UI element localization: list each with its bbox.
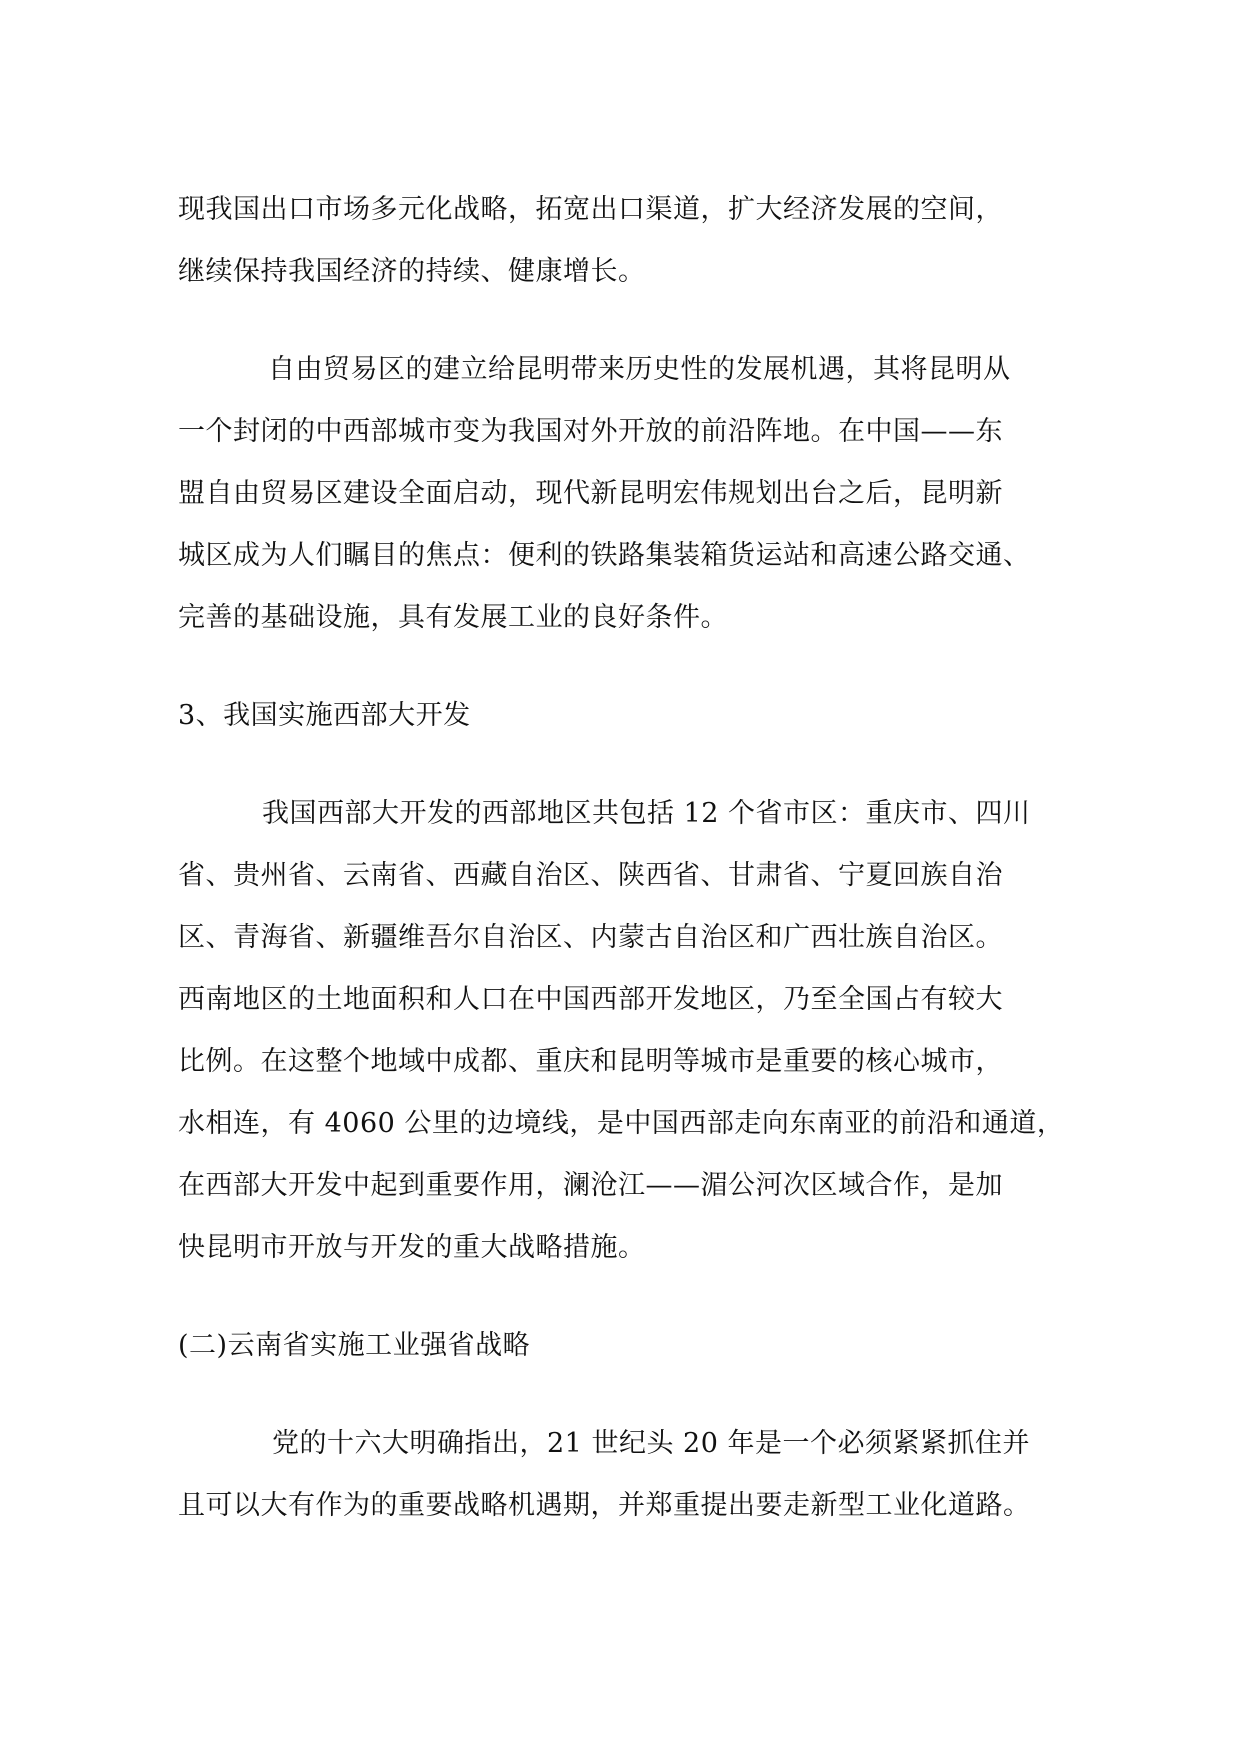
paragraph-line: 盟自由贸易区建设全面启动，现代新昆明宏伟规划出台之后，昆明新: [178, 478, 1003, 509]
paragraph-line: 西南地区的土地面积和人口在中国西部开发地区，乃至全国占有较大: [178, 984, 1003, 1015]
paragraph-line: 我国西部大开发的西部地区共包括 12 个省市区：重庆市、四川: [262, 798, 1031, 829]
paragraph-line: 且可以大有作为的重要战略机遇期，并郑重提出要走新型工业化道路。: [178, 1490, 1031, 1521]
paragraph-line: 一个封闭的中西部城市变为我国对外开放的前沿阵地。在中国——东: [178, 416, 1003, 447]
paragraph-line: 自由贸易区的建立给昆明带来历史性的发展机遇，其将昆明从: [268, 354, 1011, 385]
paragraph-line: 比例。在这整个地域中成都、重庆和昆明等城市是重要的核心城市，: [178, 1046, 1003, 1077]
paragraph-line: 水相连，有 4060 公里的边境线，是中国西部走向东南亚的前沿和通道，: [178, 1108, 1065, 1139]
section-heading: (二)云南省实施工业强省战略: [178, 1330, 531, 1361]
paragraph-line: 现我国出口市场多元化战略，拓宽出口渠道，扩大经济发展的空间，: [178, 194, 1003, 225]
paragraph-line: 省、贵州省、云南省、西藏自治区、陕西省、甘肃省、宁夏回族自治: [178, 860, 1003, 891]
paragraph-line: 城区成为人们瞩目的焦点：便利的铁路集装箱货运站和高速公路交通、: [178, 540, 1031, 571]
paragraph-line: 区、青海省、新疆维吾尔自治区、内蒙古自治区和广西壮族自治区。: [178, 922, 1003, 953]
paragraph-line: 在西部大开发中起到重要作用，澜沧江——湄公河次区域合作，是加: [178, 1170, 1003, 1201]
paragraph-line: 完善的基础设施，具有发展工业的良好条件。: [178, 602, 728, 633]
paragraph-line: 快昆明市开放与开发的重大战略措施。: [178, 1232, 646, 1263]
paragraph-line: 继续保持我国经济的持续、健康增长。: [178, 256, 646, 287]
section-heading: 3、我国实施西部大开发: [178, 700, 471, 731]
paragraph-line: 党的十六大明确指出，21 世纪头 20 年是一个必须紧紧抓住并: [272, 1428, 1030, 1459]
